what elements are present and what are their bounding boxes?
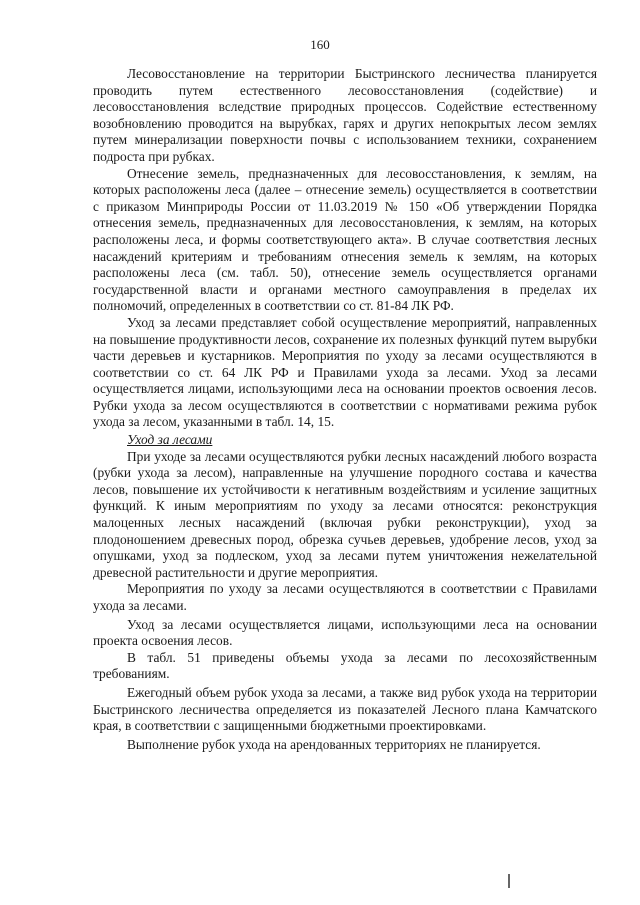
- paragraph-reforestation: Лесовосстановление на территории Быстринского лесничества планируется проводить путем естественного лесовосстановления (содействие) и лесовосстановления вследствие природных процессов. Содействие естественному возобновлению проводится на вырубках, гарях и других непокрытых лесом землях путем минерализации поверхности почвы с использованием техники, сохранением подроста при рубках.: [93, 66, 597, 164]
- paragraph-table-reference: В табл. 51 приведены объемы ухода за лесами по лесохозяйственным требованиям.: [93, 649, 597, 682]
- page-number: 160: [310, 37, 330, 52]
- paragraph-annual-volume: Ежегодный объем рубок ухода за лесами, а также вид рубок ухода на территории Быстринского лесничества определяется из показателей Лесного плана Камчатского края, в соответствии с защищенными бюджетными проектировками.: [93, 684, 597, 734]
- paragraph-land-assignment: Отнесение земель, предназначенных для лесовосстановления, к землям, на которых расположены леса (далее – отнесение земель) осуществляется в соответствии с приказом Минприроды России от 11.03.2019 № 150 «Об утверждении Порядка отнесения земель, предназначенных для лесовосстановления, к землям, на которых расположены леса, и формы соответствующего акта». В случае соответствия лесных насаждений критериям и требованиям отнесения земель к землям, на которых расположены леса (см. табл. 50), отнесение земель осуществляется органами государственной власти и органами местного самоуправления в пределах их полномочий, определенных в соответствии со ст. 81-84 ЛК РФ.: [93, 165, 597, 314]
- paragraph-forest-care-definition: Уход за лесами представляет собой осуществление мероприятий, направленных на повышение продуктивности лесов, сохранение их полезных функций путем вырубки части деревьев и кустарников. Мероприятия по уходу за лесами осуществляются в соответствии со ст. 64 ЛК РФ и Правилами ухода за лесами. Уход за лесами осуществляется лицами, использующими леса на основании проектов освоения лесов. Рубки ухода за лесом осуществляются в соответствии с нормативами режима рубок ухода за лесом, указанными в табл. 14, 15.: [93, 314, 597, 430]
- document-body: [93, 66, 597, 753]
- paragraph-care-persons: Уход за лесами осуществляется лицами, использующими леса на основании проекта освоения лесов.: [93, 616, 597, 649]
- section-heading: Уход за лесами: [127, 432, 213, 448]
- paragraph-leased-territories: Выполнение рубок ухода на арендованных территориях не планируется.: [127, 736, 541, 752]
- paragraph-care-activities: При уходе за лесами осуществляются рубки лесных насаждений любого возраста (рубки ухода за лесом), направленные на улучшение породного состава и качества лесов, повышение их устойчивости к негативным воздействиям и усиление защитных функций. К иным мероприятиям по уходу за лесами относятся: реконструкция малоценных лесных насаждений (включая рубки реконструкции), уход за плодоношением древесных пород, обрезка сучьев деревьев, удобрение лесов, уход за опушками, уход за подлеском, уход за лесами путем уничтожения нежелательной древесной растительности и другие мероприятия.: [93, 448, 597, 580]
- scan-artifact-mark: [508, 874, 510, 888]
- paragraph-care-rules: Мероприятия по уходу за лесами осуществляются в соответствии с Правилами ухода за лесами.: [93, 581, 597, 613]
